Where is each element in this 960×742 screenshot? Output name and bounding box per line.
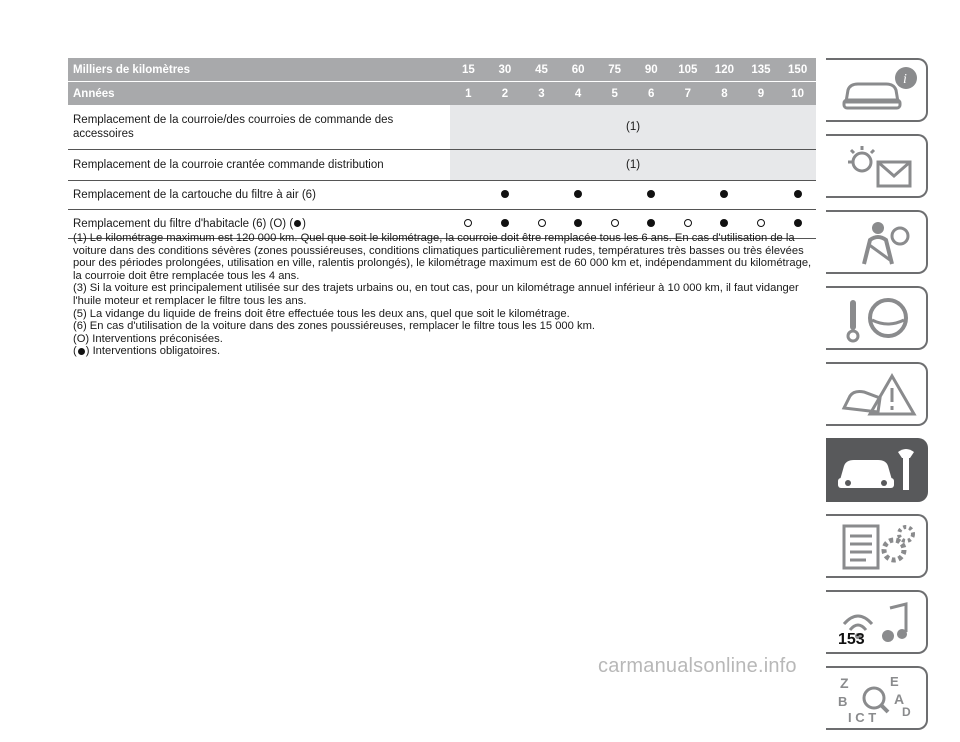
footnote: (1) Le kilométrage maximum est 120 000 km. Quel que soit le kilométrage, la courroie doit être remplacée tous les 6 ans. En cas d'utilisation de la voiture dans des conditions sévères (zones poussiéreuses, conditions climatiques particulièrement rudes, températures très basses ou très élevées pour des périodes prolongées, utilisation en ville, ralentis prolongés), le kilométrage maximum est de 60 000 km et, indépendamment du kilométrage, la courroie doit être remplacée tous les 4 ans. — [73, 232, 812, 282]
svg-text:I C T: I C T — [848, 710, 877, 725]
year-col: 8 — [706, 82, 743, 106]
alphabetical-index-icon — [834, 672, 920, 726]
footnote: (5) La vidange du liquide de freins doit être effectuée tous les deux ans, quel que soit le kilométrage. — [73, 307, 570, 320]
row-label: Remplacement de la courroie/des courroies de commande des accessoires — [73, 114, 394, 140]
car-maintenance-wrench-icon — [834, 444, 920, 498]
seatbelt-airbag-icon — [834, 216, 920, 270]
filled-dot-icon — [78, 348, 85, 355]
table-header-km — [68, 58, 816, 82]
km-col: 45 — [523, 58, 560, 82]
mandatory-dot-icon — [501, 190, 509, 198]
mandatory-dot-icon — [720, 190, 728, 198]
schedule-cell — [596, 181, 633, 210]
mandatory-dot-icon — [574, 190, 582, 198]
svg-text:Z: Z — [840, 675, 849, 691]
schedule-cell — [743, 181, 780, 210]
legend-text: ) Interventions obligatoires. — [85, 345, 221, 358]
watermark: carmanualsonline.info — [598, 655, 797, 677]
table-row — [68, 105, 816, 150]
tab-starting-driving[interactable] — [826, 286, 928, 350]
year-col: 10 — [779, 82, 816, 106]
schedule-cell — [450, 181, 487, 210]
emergency-warning-icon — [834, 368, 920, 422]
tab-service-maintenance[interactable] — [826, 438, 928, 502]
year-col: 9 — [743, 82, 780, 106]
tab-safety[interactable] — [826, 210, 928, 274]
km-col: 75 — [596, 58, 633, 82]
footnote: (6) En cas d'utilisation de la voiture dans des zones poussiéreuses, remplacer le filtre tous les 15 000 km. — [73, 320, 595, 333]
km-col: 150 — [779, 58, 816, 82]
svg-text:B: B — [838, 694, 848, 709]
svg-text:D: D — [902, 705, 911, 719]
row-span-value: (1) — [450, 105, 816, 150]
schedule-cell — [706, 181, 743, 210]
mandatory-dot-icon — [794, 219, 802, 227]
recommended-ring-icon — [684, 219, 692, 227]
row-label-text: Remplacement du filtre d'habitacle (6) ( — [73, 218, 274, 230]
year-col: 5 — [596, 82, 633, 106]
year-col: 3 — [523, 82, 560, 106]
row-label-text: ) ( — [282, 218, 294, 230]
tab-car-info[interactable] — [826, 58, 928, 122]
year-col: 2 — [487, 82, 524, 106]
footnote: (3) Si la voiture est principalement utilisée sur des trajets urbains ou, en tout cas, pour un kilométrage annuel inférieur à 10 000 km, il faut vidanger l'huile moteur et remplacer le filtre tous les ans. — [73, 282, 799, 307]
year-col: 7 — [670, 82, 707, 106]
km-col: 120 — [706, 58, 743, 82]
header-years-label: Années — [68, 82, 450, 106]
technical-data-gears-icon — [834, 520, 920, 574]
legend-mandatory — [73, 345, 815, 358]
recommended-ring-icon — [538, 219, 546, 227]
table-header-years — [68, 82, 816, 106]
year-col: 1 — [450, 82, 487, 106]
year-col: 4 — [560, 82, 597, 106]
recommended-ring-icon — [757, 219, 765, 227]
svg-text:A: A — [894, 691, 905, 707]
tab-technical-data[interactable] — [826, 514, 928, 578]
footnotes — [73, 232, 815, 358]
car-info-icon — [834, 64, 920, 118]
km-col: 60 — [560, 58, 597, 82]
mandatory-dot-icon — [720, 219, 728, 227]
km-col: 15 — [450, 58, 487, 82]
filled-dot-icon — [294, 220, 301, 227]
schedule-cell — [633, 181, 670, 210]
recommended-ring-icon — [464, 219, 472, 227]
recommended-ring-icon — [611, 219, 619, 227]
row-label-text: ) — [302, 218, 306, 230]
row-label-ring: O — [273, 218, 283, 230]
schedule-cell — [779, 181, 816, 210]
mandatory-dot-icon — [647, 219, 655, 227]
mandatory-dot-icon — [501, 219, 509, 227]
steering-wheel-key-icon — [834, 292, 920, 346]
km-col: 135 — [743, 58, 780, 82]
mandatory-dot-icon — [647, 190, 655, 198]
schedule-cell — [670, 181, 707, 210]
mandatory-dot-icon — [574, 219, 582, 227]
year-col: 6 — [633, 82, 670, 106]
tab-dashboard-lights[interactable] — [826, 134, 928, 198]
table-row — [68, 181, 816, 210]
row-label: Remplacement de la cartouche du filtre à air (6) — [68, 181, 450, 210]
km-col: 30 — [487, 58, 524, 82]
dashboard-lights-icon — [834, 140, 920, 194]
km-col: 90 — [633, 58, 670, 82]
header-km-label: Milliers de kilomètres — [68, 58, 450, 82]
schedule-cell — [560, 181, 597, 210]
page-number: 153 — [838, 631, 865, 648]
tab-index[interactable] — [826, 666, 928, 730]
km-col: 105 — [670, 58, 707, 82]
legend-text: ( — [73, 345, 77, 358]
maintenance-plan-table — [68, 58, 816, 239]
svg-text:i: i — [903, 72, 907, 87]
schedule-cell — [487, 181, 524, 210]
table-row — [68, 150, 816, 181]
row-label: Remplacement de la courroie crantée commande distribution — [68, 150, 450, 181]
row-span-value: (1) — [450, 150, 816, 181]
tab-emergency[interactable] — [826, 362, 928, 426]
schedule-cell — [523, 181, 560, 210]
legend-recommended: (O) Interventions préconisées. — [73, 332, 223, 345]
svg-text:E: E — [890, 674, 899, 689]
mandatory-dot-icon — [794, 190, 802, 198]
